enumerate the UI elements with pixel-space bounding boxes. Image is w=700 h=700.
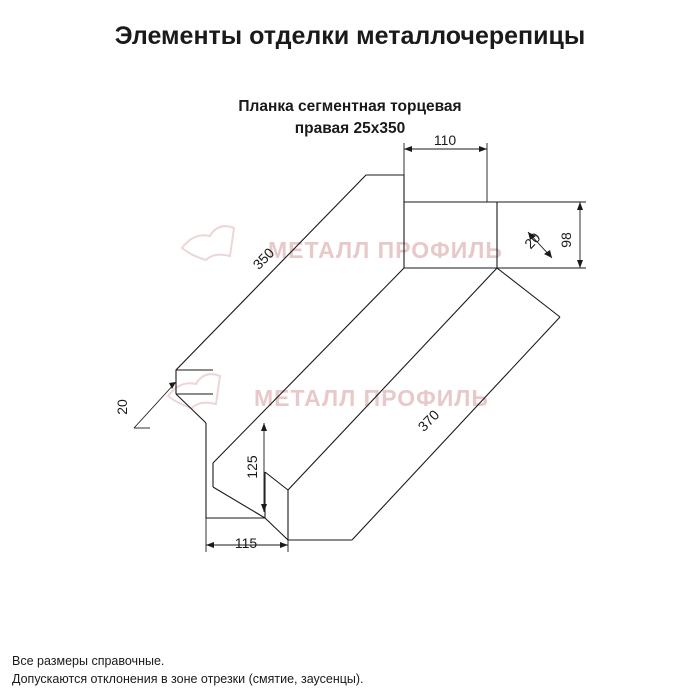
dimension-labels — [114, 132, 574, 551]
footnote-line2: Допускаются отклонения в зоне отрезки (смятие, заусенцы). — [12, 672, 364, 686]
watermark-lower — [168, 374, 489, 411]
dimension-20-right: 20 — [521, 229, 544, 252]
product-name-line2: правая 25х350 — [294, 120, 406, 137]
watermark-upper — [182, 226, 503, 263]
dimension-370: 370 — [414, 406, 443, 435]
dimension-125: 125 — [244, 455, 260, 479]
watermark-text-upper: МЕТАЛЛ ПРОФИЛЬ — [268, 237, 503, 263]
dimension-lines — [134, 143, 586, 552]
product-name-line1: Планка сегментная торцевая — [238, 98, 462, 115]
watermark-text-lower: МЕТАЛЛ ПРОФИЛЬ — [254, 385, 489, 411]
dimension-20-left: 20 — [114, 399, 130, 415]
footnotes — [12, 652, 364, 688]
dimension-350: 350 — [249, 244, 278, 273]
page-title: Элементы отделки металлочерепицы — [114, 22, 586, 50]
dimension-98: 98 — [558, 232, 574, 248]
dimension-115: 115 — [234, 535, 258, 551]
dimension-110: 110 — [433, 132, 457, 148]
footnote-line1: Все размеры справочные. — [12, 654, 165, 668]
